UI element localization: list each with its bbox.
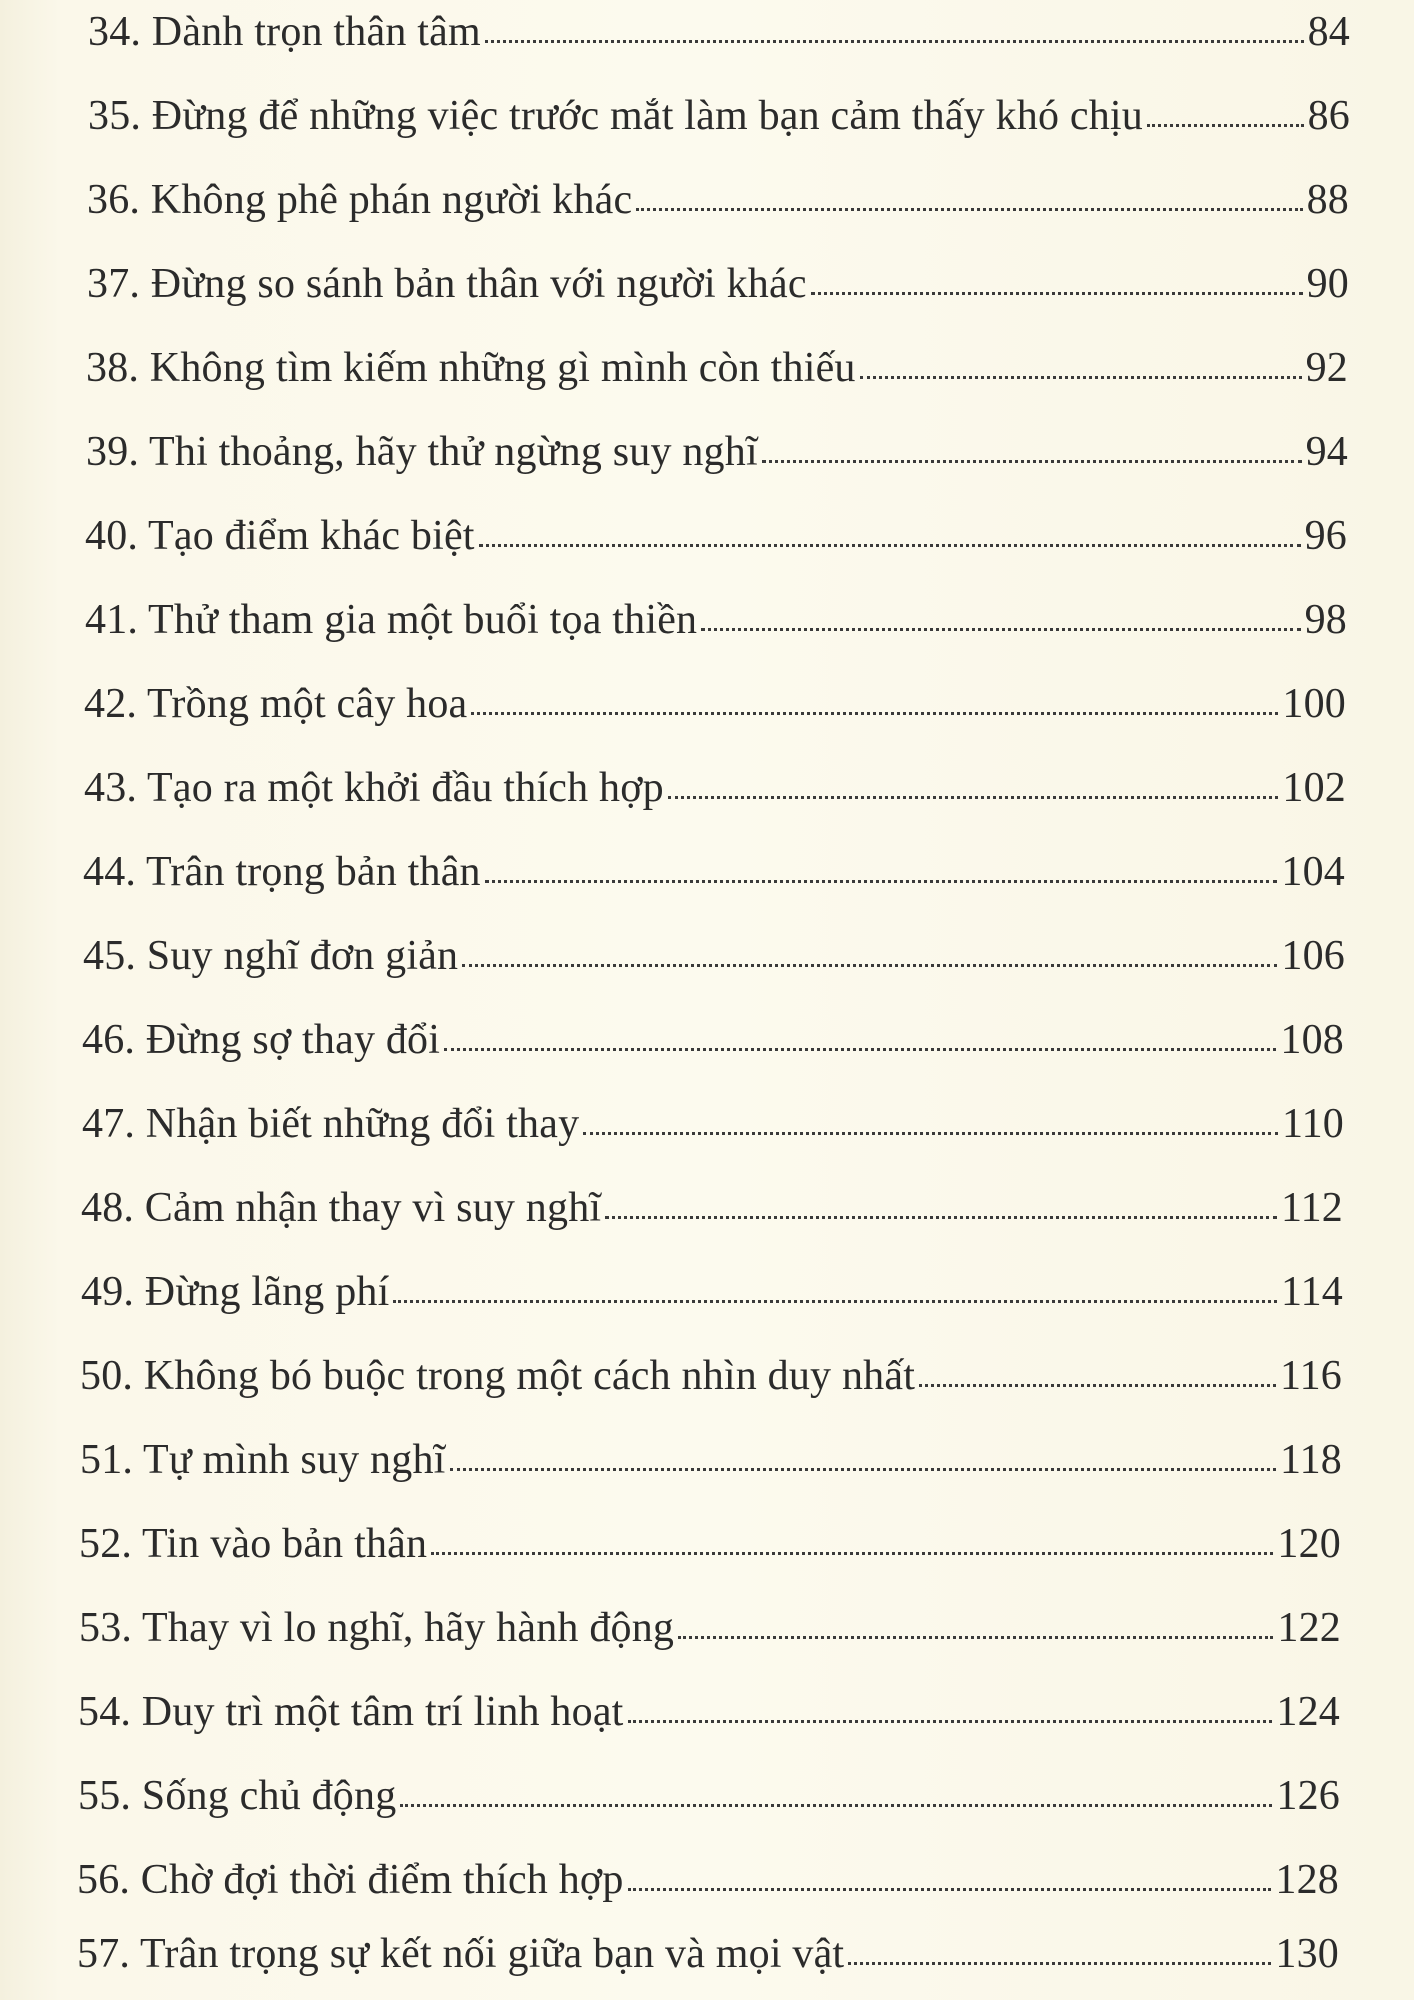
toc-entry-title: 50. Không bó buộc trong một cách nhìn duy nhất [80,1353,916,1399]
toc-entry-title: 47. Nhận biết những đổi thay [82,1101,580,1147]
dot-leader [471,712,1278,715]
toc-entry-page: 130 [1275,1931,1339,1977]
dot-leader [485,40,1304,43]
toc-entry [86,422,1348,482]
dot-leader [848,1962,1271,1965]
dot-leader [393,1300,1276,1303]
toc-entry-title: 53. Thay vì lo nghĩ, hãy hành động [79,1605,675,1651]
dot-leader [860,376,1302,379]
toc-entry-page: 114 [1280,1269,1343,1315]
dot-leader [485,880,1278,883]
toc-entry-page: 88 [1306,177,1349,223]
toc-entry-title: 46. Đừng sợ thay đổi [82,1017,441,1063]
toc-entry-page: 98 [1304,597,1347,643]
toc-entry-title: 54. Duy trì một tâm trí linh hoạt [78,1689,624,1735]
toc-entry-title: 40. Tạo điểm khác biệt [85,513,475,559]
toc-entry-page: 100 [1282,681,1346,727]
toc-entry-title: 52. Tin vào bản thân [79,1521,428,1567]
toc-entry [88,2,1350,62]
toc-entry-title: 49. Đừng lãng phí [81,1269,390,1315]
toc-entry-page: 104 [1281,849,1345,895]
dot-leader [450,1468,1276,1471]
toc-entry [78,1682,1340,1742]
toc-entry [85,590,1347,650]
dot-leader [444,1048,1276,1051]
toc-entry-title: 37. Đừng so sánh bản thân với người khác [87,261,807,307]
dot-leader [479,544,1301,547]
toc-entry-title: 56. Chờ đợi thời điểm thích hợp [77,1857,624,1903]
toc-entry-page: 118 [1279,1437,1342,1483]
toc-entry [87,254,1349,314]
dot-leader [400,1804,1272,1807]
toc-entry-page: 122 [1277,1605,1341,1651]
toc-entry-page: 92 [1305,345,1348,391]
toc-entry-title: 39. Thi thoảng, hãy thử ngừng suy nghĩ [86,429,758,475]
toc-entry [84,674,1346,734]
toc-entry-page: 96 [1304,513,1347,559]
toc-entry-page: 90 [1306,261,1349,307]
toc-entry-page: 128 [1275,1857,1339,1903]
dot-leader [431,1552,1273,1555]
toc-entry [87,170,1349,230]
toc-entry-page: 94 [1305,429,1348,475]
toc-entry-page: 120 [1277,1521,1341,1567]
dot-leader [668,796,1279,799]
toc-entry-page: 108 [1280,1017,1344,1063]
dot-leader [605,1216,1277,1219]
toc-entry [80,1430,1342,1490]
toc-entry-title: 44. Trân trọng bản thân [83,849,481,895]
toc-entry-page: 110 [1281,1101,1344,1147]
dot-leader [678,1636,1273,1639]
toc-entry [84,758,1346,818]
toc-entry [80,1346,1342,1406]
dot-leader [762,460,1302,463]
dot-leader [919,1384,1276,1387]
toc-entry-title: 34. Dành trọn thân tâm [88,9,481,55]
toc-entry [86,338,1348,398]
toc-entry [83,842,1345,902]
toc-entry-page: 86 [1307,93,1350,139]
dot-leader [811,292,1303,295]
toc-entry [82,1010,1344,1070]
toc-entry-title: 45. Suy nghĩ đơn giản [83,933,459,979]
dot-leader [628,1720,1273,1723]
dot-leader [462,964,1277,967]
toc-entry [78,1766,1340,1826]
toc-entry-page: 84 [1307,9,1350,55]
toc-entry-page: 116 [1279,1353,1342,1399]
toc-entry-title: 55. Sống chủ động [78,1773,397,1819]
toc-entry-page: 112 [1280,1185,1343,1231]
toc-entry [85,506,1347,566]
toc-entry-title: 57. Trân trọng sự kết nối giữa bạn và mọi vật [77,1931,845,1977]
toc-entry [77,1850,1339,1910]
toc-entry [82,1094,1344,1154]
toc-entry-page: 124 [1276,1689,1340,1735]
toc-entry-title: 35. Đừng để những việc trước mắt làm bạn cảm thấy khó chịu [88,93,1143,139]
toc-entry [81,1262,1343,1322]
toc-entry-title: 41. Thử tham gia một buổi tọa thiền [85,597,698,643]
toc-entry-title: 48. Cảm nhận thay vì suy nghĩ [81,1185,602,1231]
toc-entry-title: 51. Tự mình suy nghĩ [80,1437,446,1483]
toc-entry [77,1924,1339,1984]
toc-entry [88,86,1350,146]
toc-entry [79,1598,1341,1658]
toc-entry-title: 38. Không tìm kiếm những gì mình còn thiếu [86,345,856,391]
toc-entry-page: 126 [1276,1773,1340,1819]
toc-entry [79,1514,1341,1574]
toc-entry [81,1178,1343,1238]
dot-leader [636,208,1302,211]
toc-entry-page: 106 [1281,933,1345,979]
toc-entry-page: 102 [1282,765,1346,811]
toc-entry [83,926,1345,986]
toc-entry-title: 43. Tạo ra một khởi đầu thích hợp [84,765,664,811]
dot-leader [628,1888,1272,1891]
toc-entry-title: 36. Không phê phán người khác [87,177,633,223]
dot-leader [701,628,1300,631]
toc-entry-title: 42. Trồng một cây hoa [84,681,468,727]
dot-leader [583,1132,1278,1135]
dot-leader [1147,124,1304,127]
